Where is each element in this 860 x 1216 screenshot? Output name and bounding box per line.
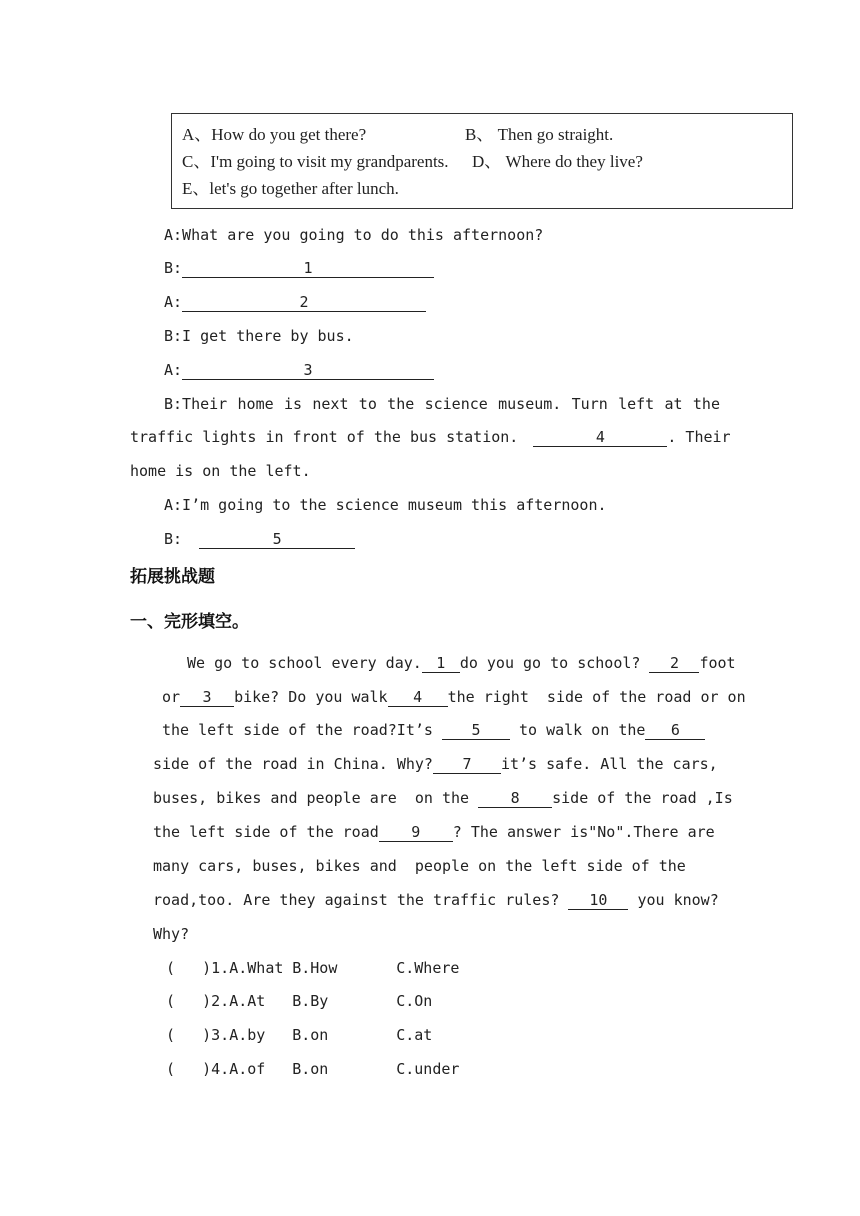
cloze-line-9: Why?: [153, 925, 190, 943]
question-row: [166, 1059, 459, 1079]
option-b: B、 Then go straight.: [465, 125, 614, 144]
question-number: 4.: [211, 1060, 230, 1078]
cloze-line-2: [162, 687, 746, 707]
dialogue-line-10: [164, 529, 355, 549]
question-row: [166, 991, 432, 1011]
cloze-line-7: many cars, buses, bikes and people on the left side of the: [153, 857, 686, 875]
choice-c: C.Where: [396, 959, 460, 977]
choice-a: A.What: [229, 959, 284, 977]
cloze-line-3: [162, 720, 705, 740]
cloze-line-5: [153, 788, 733, 808]
question-row: [166, 958, 459, 978]
cloze-blank-1[interactable]: 1: [422, 655, 460, 673]
speaker-label: A:: [164, 361, 183, 379]
dialogue-line-8: home is on the left.: [130, 462, 311, 480]
dialogue-line-7: [130, 427, 731, 447]
dialogue-line-2: [164, 258, 434, 278]
cloze-text: you know?: [637, 891, 719, 909]
choice-a: A.At: [229, 992, 266, 1010]
dialogue-line-1: A:What are you going to do this afternoon?: [164, 226, 544, 244]
answer-paren[interactable]: ( ): [166, 1026, 212, 1044]
cloze-blank-7[interactable]: 7: [433, 756, 501, 774]
dialogue-line-3: [164, 292, 426, 312]
answer-paren[interactable]: ( ): [166, 992, 212, 1010]
choice-c: C.under: [396, 1060, 460, 1078]
section-title: 拓展挑战题: [130, 567, 215, 587]
answer-blank-5[interactable]: 5: [199, 531, 355, 549]
cloze-text: the left side of the road?It’s: [162, 721, 433, 739]
option-d: D、 Where do they live?: [472, 152, 643, 171]
speaker-label: B:: [164, 530, 183, 548]
cloze-line-8: [153, 890, 719, 910]
cloze-blank-5[interactable]: 5: [442, 722, 510, 740]
cloze-text: it’s safe. All the cars,: [500, 755, 718, 773]
option-box: [171, 113, 793, 209]
cloze-text: the right side of the road or on: [447, 688, 746, 706]
cloze-text: buses, bikes and people are on the: [153, 789, 470, 807]
cloze-text: do you go to school?: [459, 654, 641, 672]
answer-blank-1[interactable]: 1: [182, 260, 434, 278]
question-row: [166, 1025, 432, 1045]
speaker-label: A:: [164, 293, 183, 311]
option-c: C、I'm going to visit my grandparents.: [182, 152, 449, 171]
cloze-text: ? The answer is"No".There are: [452, 823, 715, 841]
speaker-label: B:: [164, 259, 183, 277]
cloze-title: 一、完形填空。: [130, 612, 249, 632]
cloze-blank-2[interactable]: 2: [649, 655, 699, 673]
answer-blank-3[interactable]: 3: [182, 362, 434, 380]
cloze-blank-10[interactable]: 10: [568, 892, 628, 910]
option-a: A、How do you get there?: [182, 125, 367, 144]
cloze-text: road,too. Are they against the traffic rules?: [153, 891, 560, 909]
choice-c: C.at: [396, 1026, 433, 1044]
dialogue-text: traffic lights in front of the bus station.: [130, 428, 519, 446]
choice-b: B.on: [292, 1026, 329, 1044]
cloze-text: or: [162, 688, 181, 706]
dialogue-line-6: B:Their home is next to the science museum. Turn left at the: [164, 395, 720, 413]
cloze-text: the left side of the road: [153, 823, 379, 841]
answer-blank-4[interactable]: 4: [533, 429, 667, 447]
cloze-blank-6[interactable]: 6: [645, 722, 705, 740]
question-number: 3.: [211, 1026, 230, 1044]
option-e: E、let's go together after lunch.: [182, 179, 399, 198]
choice-b: B.on: [292, 1060, 329, 1078]
cloze-text: to walk on the: [519, 721, 646, 739]
cloze-blank-8[interactable]: 8: [478, 790, 552, 808]
cloze-text: side of the road in China. Why?: [153, 755, 433, 773]
dialogue-line-9: A:I’m going to the science museum this afternoon.: [164, 496, 607, 514]
cloze-text: bike? Do you walk: [234, 688, 388, 706]
cloze-line-6: [153, 822, 715, 842]
choice-b: B.By: [292, 992, 329, 1010]
cloze-text: side of the road ,Is: [552, 789, 733, 807]
question-number: 1.: [211, 959, 230, 977]
cloze-blank-9[interactable]: 9: [379, 824, 453, 842]
question-number: 2.: [211, 992, 230, 1010]
cloze-text: foot: [699, 654, 736, 672]
cloze-blank-3[interactable]: 3: [180, 689, 234, 707]
dialogue-text-tail: . Their: [667, 428, 731, 446]
answer-paren[interactable]: ( ): [166, 1060, 212, 1078]
answer-blank-2[interactable]: 2: [182, 294, 426, 312]
answer-paren[interactable]: ( ): [166, 959, 212, 977]
cloze-text: We go to school every day.: [187, 654, 422, 672]
choice-a: A.by: [229, 1026, 266, 1044]
cloze-blank-4[interactable]: 4: [388, 689, 448, 707]
cloze-line-1: [187, 653, 736, 673]
choice-a: A.of: [229, 1060, 266, 1078]
choice-b: B.How: [292, 959, 338, 977]
choice-c: C.On: [396, 992, 433, 1010]
dialogue-line-5: [164, 360, 434, 380]
cloze-line-4: [153, 754, 718, 774]
dialogue-line-4: B:I get there by bus.: [164, 327, 354, 345]
